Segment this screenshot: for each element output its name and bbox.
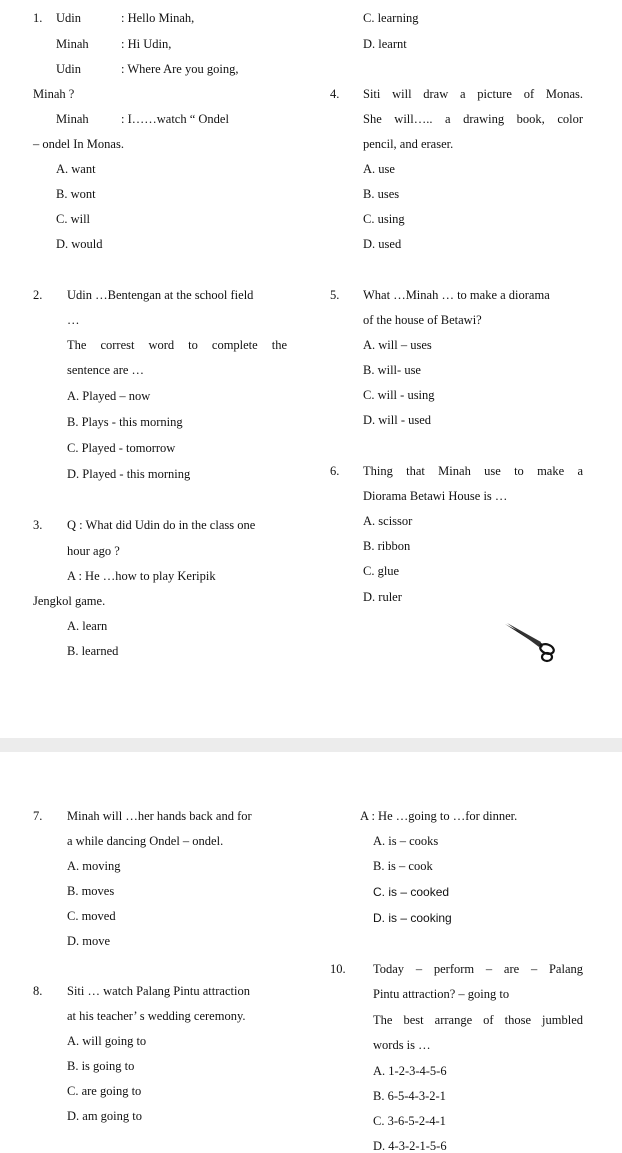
q5-option-a: A. will – uses [363, 338, 432, 352]
q1-number: 1. [33, 11, 43, 25]
q3-option-c: C. learning [363, 11, 419, 25]
q7-option-d: D. move [67, 934, 111, 948]
q2-line-3: The correst word to complete the [67, 338, 287, 352]
q7-line-1: Minah will …her hands back and for [67, 809, 252, 823]
q8-option-d: D. am going to [67, 1109, 142, 1123]
q8-line-1: Siti … watch Palang Pintu attraction [67, 984, 250, 998]
q7-option-a: A. moving [67, 859, 121, 873]
q9-line-1: A : He …going to …for dinner. [360, 809, 518, 823]
q9-option-a: A. is – cooks [373, 834, 439, 848]
q6-line-1: Thing that Minah use to make a [363, 464, 583, 478]
q9-option-c: C. is – cooked [373, 885, 450, 899]
q6-option-c: C. glue [363, 564, 400, 578]
q4-option-a: A. use [363, 162, 395, 176]
q2-option-c: C. Played - tomorrow [67, 441, 176, 455]
q5-option-c: C. will - using [363, 388, 435, 402]
q4-option-d: D. used [363, 237, 402, 251]
q6-option-b: B. ribbon [363, 539, 411, 553]
q5-option-b: B. will- use [363, 363, 421, 377]
q7-line-2: a while dancing Ondel – ondel. [67, 834, 224, 848]
q1-speaker-5: Minah [56, 112, 89, 126]
page-2 [0, 752, 622, 1151]
q1-speaker-1: Udin [56, 11, 81, 25]
q4-line-3: pencil, and eraser. [363, 137, 454, 151]
q4-line-1: Siti will draw a picture of Monas. [363, 87, 583, 101]
q10-number: 10. [330, 962, 346, 976]
q4-option-c: C. using [363, 212, 405, 226]
q10-line-2: Pintu attraction? – going to [373, 987, 510, 1001]
q6-option-a: A. scissor [363, 514, 413, 528]
q2-option-a: A. Played – now [67, 389, 151, 403]
q4-line-2: She will….. a drawing book, color [363, 112, 583, 126]
q1-option-d: D. would [56, 237, 103, 251]
q2-option-d: D. Played - this morning [67, 467, 191, 481]
q5-line-2: of the house of Betawi? [363, 313, 482, 327]
q2-number: 2. [33, 288, 43, 302]
q3-line-2: hour ago ? [67, 544, 120, 558]
q3-number: 3. [33, 518, 43, 532]
q2-option-b: B. Plays - this morning [67, 415, 183, 429]
q2-line-1: Udin …Bentengan at the school field [67, 288, 254, 302]
q3-option-d: D. learnt [363, 37, 407, 51]
q6-number: 6. [330, 464, 340, 478]
q7-option-c: C. moved [67, 909, 116, 923]
q1-speaker-2: Minah [56, 37, 89, 51]
q9-option-b: B. is – cook [373, 859, 433, 873]
q9-option-d: D. is – cooking [373, 911, 452, 925]
q1-option-c: C. will [56, 212, 91, 226]
q2-line-2: … [67, 313, 80, 327]
q10-line-1: Today – perform – are – Palang [373, 962, 583, 976]
q3-line-1: Q : What did Udin do in the class one [67, 518, 256, 532]
q6-line-2: Diorama Betawi House is … [363, 489, 508, 503]
q5-line-1: What …Minah … to make a diorama [363, 288, 550, 302]
q3-option-a: A. learn [67, 619, 108, 633]
q10-option-d: D. 4-3-2-1-5-6 [373, 1139, 447, 1153]
q8-number: 8. [33, 984, 43, 998]
q10-option-b: B. 6-5-4-3-2-1 [373, 1089, 446, 1103]
q1-line-6: – ondel In Monas. [33, 137, 124, 151]
q4-number: 4. [330, 87, 340, 101]
q8-option-a: A. will going to [67, 1034, 147, 1048]
q1-option-b: B. wont [56, 187, 96, 201]
q10-line-3: The best arrange of those jumbled [373, 1013, 583, 1027]
q1-text-5: : I……watch “ Ondel [121, 112, 229, 126]
q2-line-4: sentence are … [67, 363, 145, 377]
q3-line-3: A : He …how to play Keripik [67, 569, 216, 583]
q1-text-1: : Hello Minah, [121, 11, 195, 25]
q1-text-2: : Hi Udin, [121, 37, 172, 51]
q5-number: 5. [330, 288, 340, 302]
q10-option-a: A. 1-2-3-4-5-6 [373, 1064, 447, 1078]
q3-line-4: Jengkol game. [33, 594, 106, 608]
q8-option-c: C. are going to [67, 1084, 142, 1098]
q7-option-b: B. moves [67, 884, 115, 898]
q4-option-b: B. uses [363, 187, 400, 201]
q1-speaker-3: Udin [56, 62, 81, 76]
page-separator [0, 738, 622, 752]
q10-line-4: words is … [373, 1038, 431, 1052]
q3-option-b: B. learned [67, 644, 119, 658]
q6-option-d: D. ruler [363, 590, 402, 604]
q7-number: 7. [33, 809, 43, 823]
q1-line-4: Minah ? [33, 87, 75, 101]
q5-option-d: D. will - used [363, 413, 432, 427]
q10-option-c: C. 3-6-5-2-4-1 [373, 1114, 446, 1128]
q1-option-a: A. want [56, 162, 96, 176]
scissor-icon [503, 620, 561, 664]
q8-line-2: at his teacher’ s wedding ceremony. [67, 1009, 246, 1023]
q8-option-b: B. is going to [67, 1059, 135, 1073]
q1-text-3: : Where Are you going, [121, 62, 239, 76]
